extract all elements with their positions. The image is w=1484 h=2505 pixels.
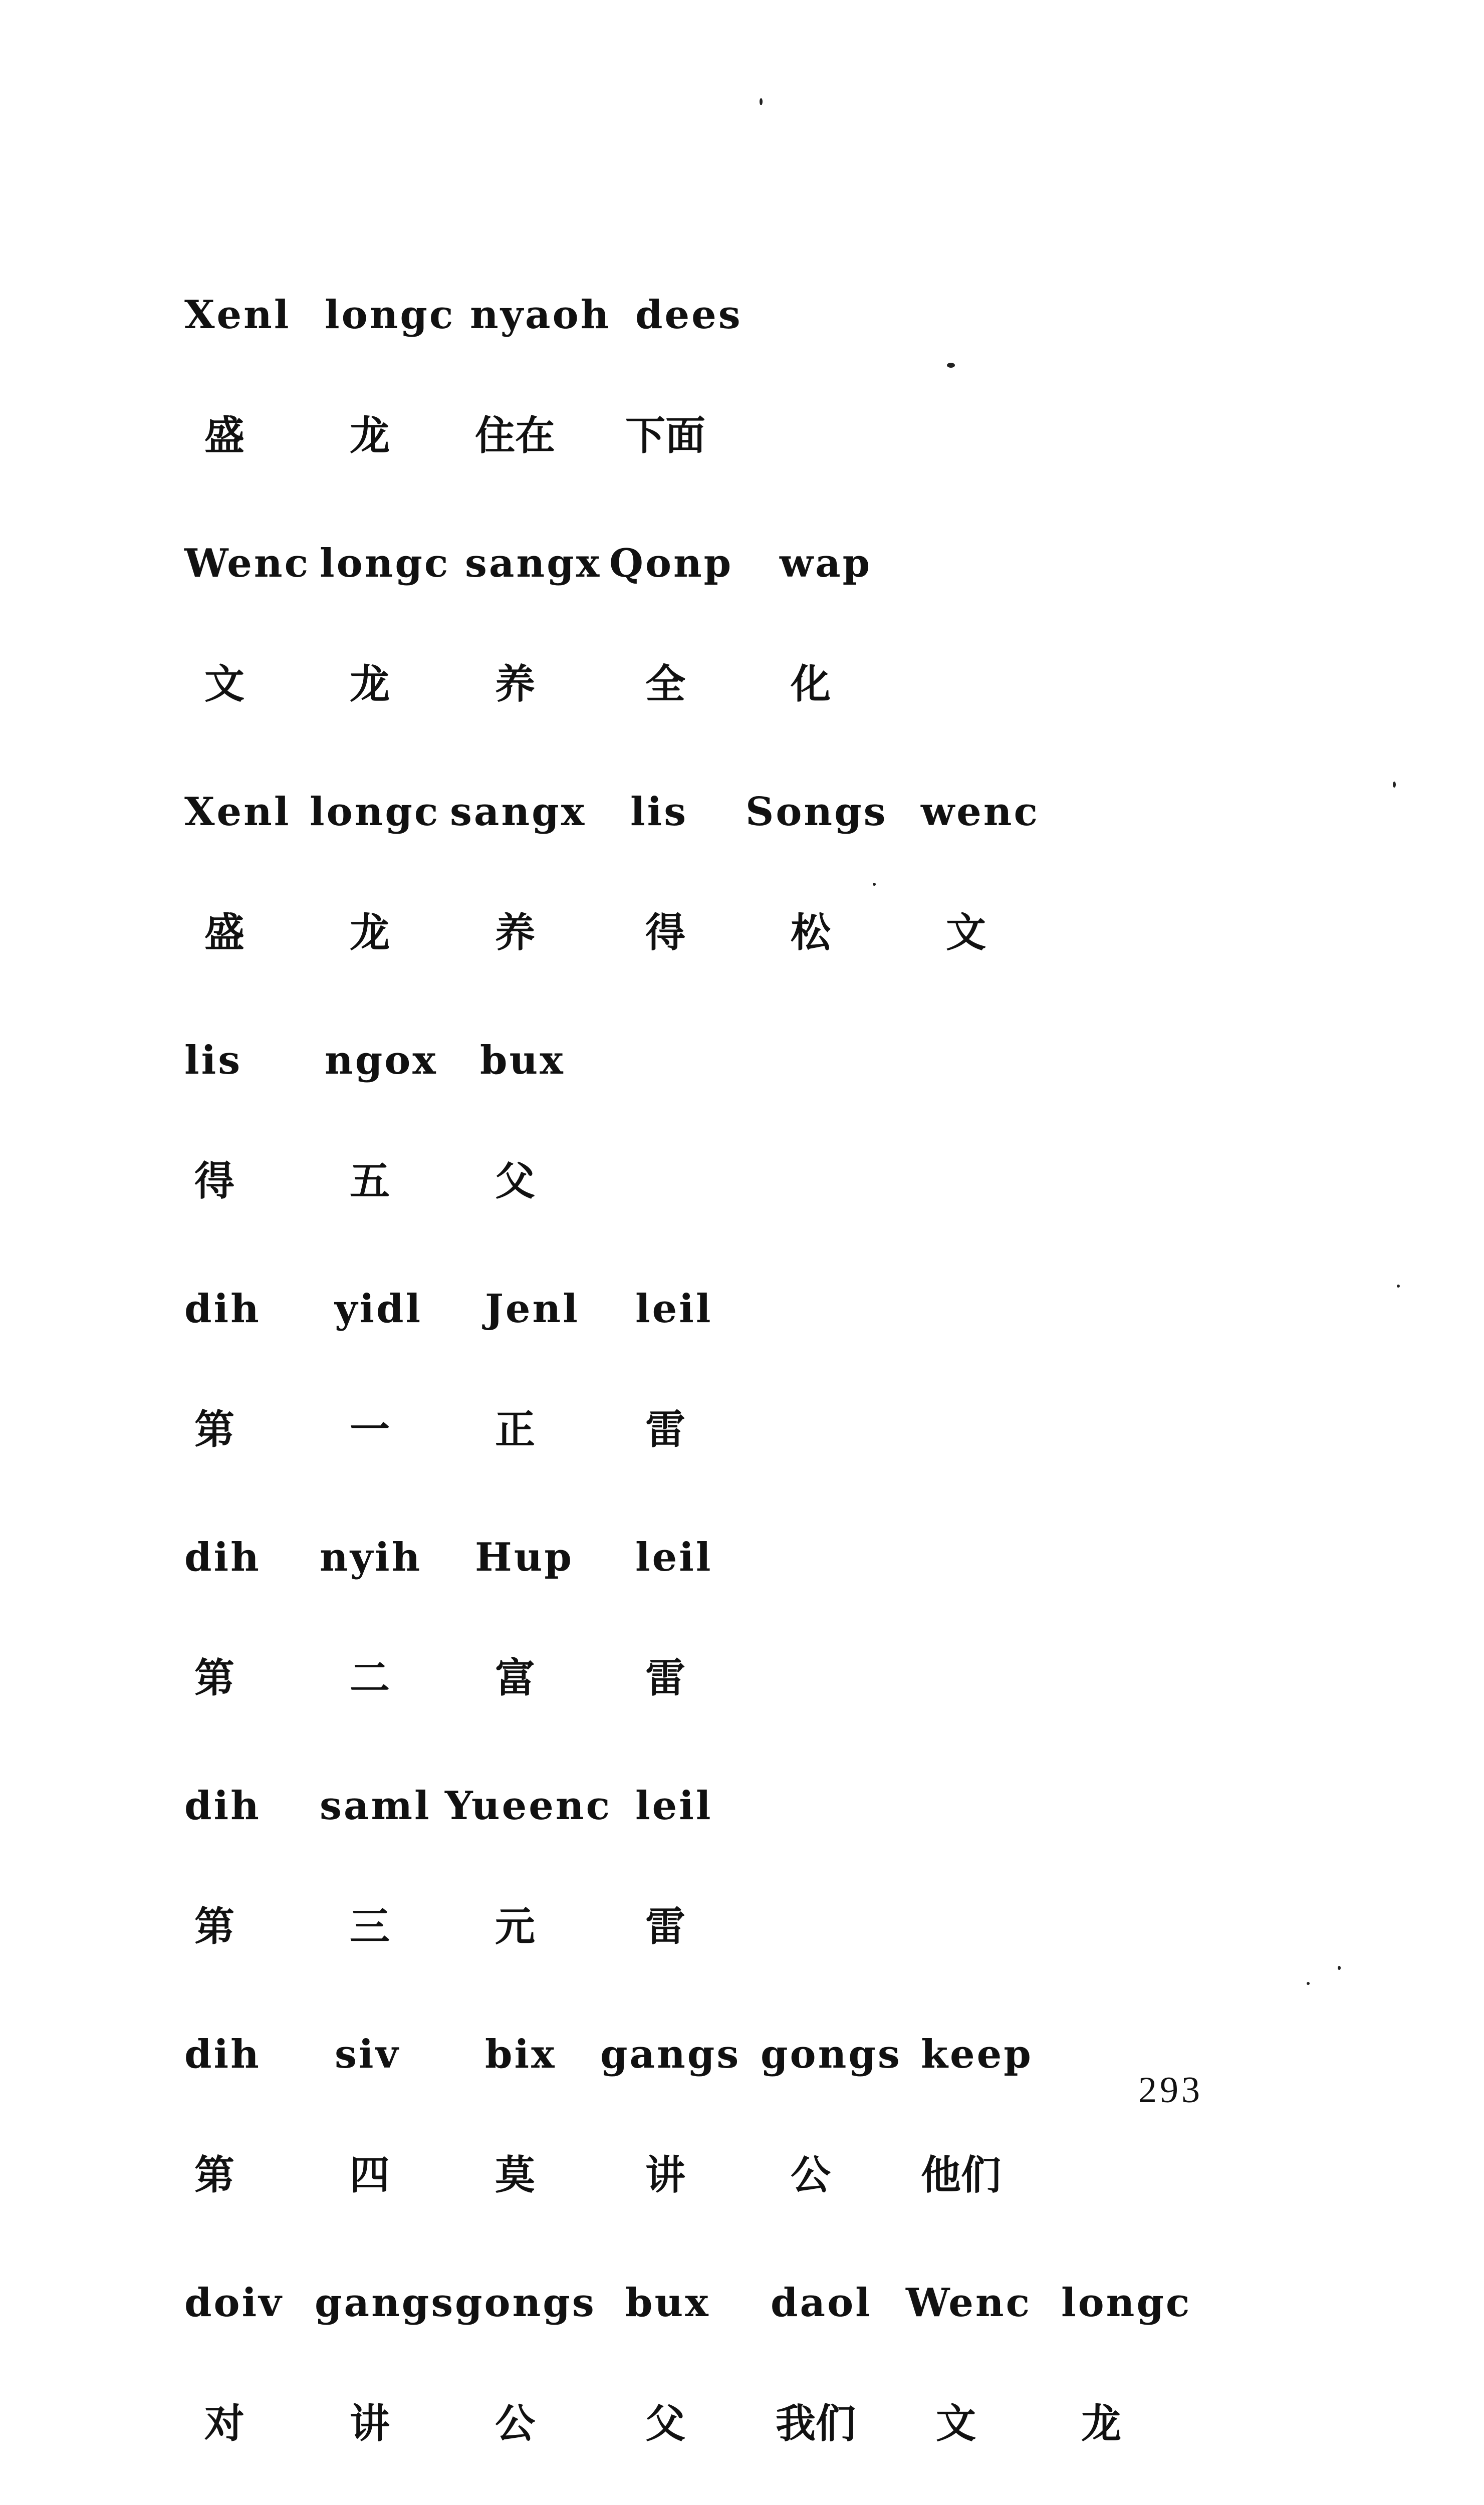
- chinese-line: [184, 1408, 1337, 1532]
- romanization-line: [184, 538, 1337, 662]
- word: bix: [485, 2032, 557, 2077]
- word: longc: [320, 541, 450, 586]
- scan-speck: [1397, 1285, 1400, 1288]
- word: 富: [495, 1655, 535, 1701]
- word: dih: [184, 1535, 261, 1580]
- word: Qonp: [609, 541, 733, 586]
- word: longc: [310, 789, 440, 835]
- word: 龙: [1081, 2400, 1121, 2447]
- word: leil: [635, 1286, 713, 1332]
- word: 公: [495, 2400, 535, 2447]
- word: gongs: [761, 2032, 902, 2077]
- word: 讲: [645, 2152, 685, 2198]
- scan-speck: [1307, 1982, 1310, 1985]
- word: 松: [791, 909, 831, 956]
- word: 龙: [350, 412, 390, 459]
- chinese-line: [184, 1159, 1337, 1284]
- word: daol: [771, 2280, 872, 2326]
- word: Xenl: [184, 292, 291, 338]
- word: 得: [645, 909, 685, 956]
- scan-speck: [1338, 1966, 1341, 1970]
- word: saml: [320, 1783, 431, 1829]
- word: 第: [194, 1655, 234, 1701]
- word: 龙: [350, 909, 390, 956]
- scan-speck: [1393, 782, 1396, 788]
- word: 我们: [776, 2400, 856, 2447]
- word: 盛: [204, 909, 244, 956]
- scan-speck: [873, 883, 876, 886]
- scan-speck: [947, 363, 955, 368]
- word: dih: [184, 2032, 261, 2077]
- word: 化: [791, 661, 831, 707]
- word: lis: [630, 789, 688, 835]
- word: 他们: [921, 2152, 1001, 2198]
- word: wenc: [921, 789, 1040, 835]
- word: gongs: [455, 2280, 596, 2326]
- romanization-line: [184, 1284, 1337, 1408]
- chinese-line: [184, 911, 1337, 1035]
- chinese-line: [184, 662, 1337, 787]
- word: 一: [350, 1406, 390, 1453]
- romanization-line: [184, 2278, 1337, 2402]
- word: 文: [936, 2400, 976, 2447]
- word: bux: [625, 2280, 710, 2326]
- word: 得: [194, 1158, 234, 1204]
- word: siv: [335, 2032, 400, 2077]
- scan-speck: [760, 98, 763, 105]
- word: 父: [495, 1158, 535, 1204]
- word: bux: [480, 1038, 565, 1083]
- page-number: 293: [1138, 2070, 1203, 2111]
- chinese-line: [184, 1656, 1337, 1781]
- romanization-line: [184, 290, 1337, 414]
- text-lines: [184, 290, 1337, 2505]
- word: doiv: [184, 2280, 284, 2326]
- word: 龙: [350, 661, 390, 707]
- word: 盛: [204, 412, 244, 459]
- chinese-line: [184, 2402, 1337, 2505]
- word: 四: [350, 2152, 390, 2198]
- word: 第: [194, 1406, 234, 1453]
- word: nyaoh: [470, 292, 611, 338]
- word: longc: [325, 292, 455, 338]
- word: 正: [495, 1406, 535, 1453]
- word: 公: [791, 2152, 831, 2198]
- word: 雷: [645, 1903, 685, 1950]
- word: Jenl: [485, 1286, 580, 1332]
- word: 养: [495, 661, 535, 707]
- word: dih: [184, 1286, 261, 1332]
- word: sangx: [465, 541, 602, 586]
- word: gangs: [315, 2280, 455, 2326]
- romanization-line: [184, 1781, 1337, 1905]
- word: 五: [350, 1158, 390, 1204]
- word: 第: [194, 1903, 234, 1950]
- romanization-line: [184, 1035, 1337, 1159]
- word: leil: [635, 1535, 713, 1580]
- word: 父: [645, 2400, 685, 2447]
- word: Yueenc: [445, 1783, 612, 1829]
- word: 文: [204, 661, 244, 707]
- chinese-line: [184, 414, 1337, 538]
- word: Hup: [475, 1535, 574, 1580]
- word: Wenc: [184, 541, 311, 586]
- word: 对: [204, 2400, 244, 2447]
- word: 讲: [350, 2400, 390, 2447]
- word: 全: [645, 661, 685, 707]
- chinese-line: [184, 2153, 1337, 2278]
- word: 第: [194, 2152, 234, 2198]
- word: 雷: [645, 1655, 685, 1701]
- word: leil: [635, 1783, 713, 1829]
- word: gangs: [600, 2032, 741, 2077]
- word: Wenc: [906, 2280, 1032, 2326]
- word: Xenl: [184, 789, 291, 835]
- word: 雷: [645, 1406, 685, 1453]
- word: dees: [635, 292, 743, 338]
- word: sangx: [450, 789, 587, 835]
- word: 住在: [475, 412, 555, 459]
- word: wap: [780, 541, 872, 586]
- word: 养: [495, 909, 535, 956]
- word: keep: [921, 2032, 1033, 2077]
- word: Songs: [746, 789, 888, 835]
- word: 莫: [495, 2152, 535, 2198]
- word: nyih: [320, 1535, 422, 1580]
- word: lis: [184, 1038, 242, 1083]
- word: 三: [350, 1903, 390, 1950]
- word: 二: [350, 1655, 390, 1701]
- word: longc: [1061, 2280, 1192, 2326]
- word: dih: [184, 1783, 261, 1829]
- romanization-line: [184, 1532, 1337, 1656]
- word: 下面: [625, 412, 705, 459]
- word: yidl: [335, 1286, 423, 1332]
- romanization-line: [184, 787, 1337, 911]
- word: ngox: [325, 1038, 438, 1083]
- word: 元: [495, 1903, 535, 1950]
- chinese-line: [184, 1905, 1337, 2029]
- word: 文: [946, 909, 986, 956]
